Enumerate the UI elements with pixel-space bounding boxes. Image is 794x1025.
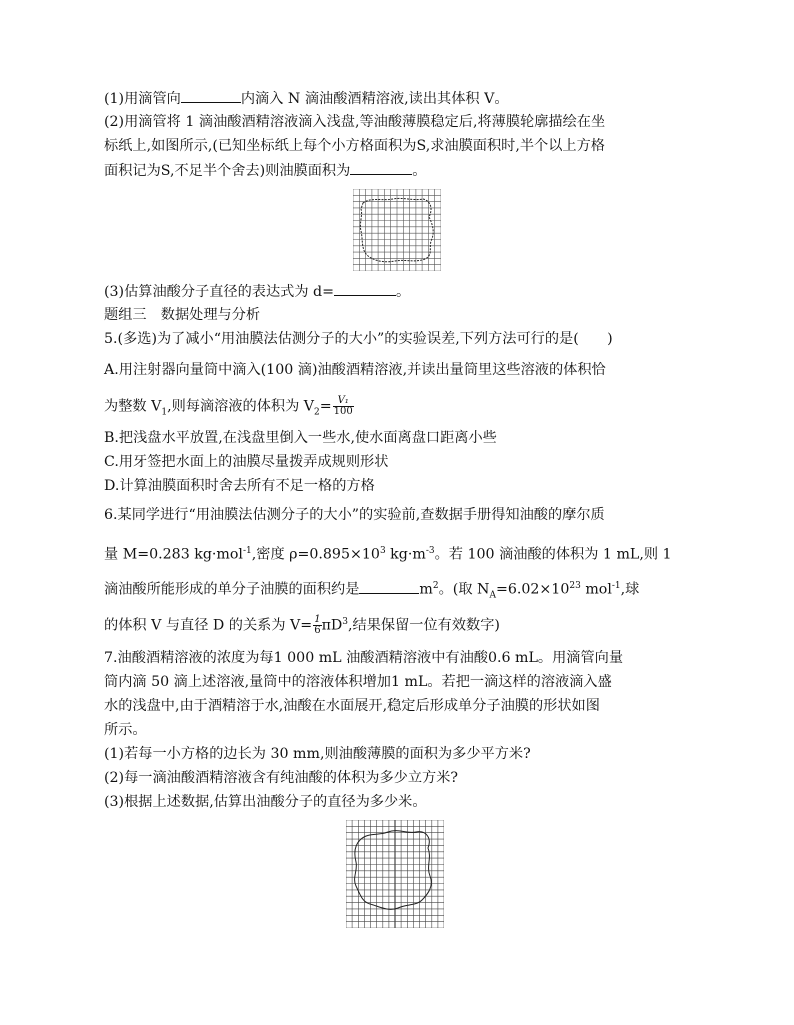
q4-part2-text-a: 面积记为S,不足半个舍去)则油膜面积为 (104, 163, 351, 179)
q6-l3-text-d: =6.02×10 (495, 581, 570, 598)
answer-blank[interactable] (334, 281, 396, 296)
q6-line3 (104, 576, 639, 606)
superscript: -1 (242, 546, 252, 556)
q6-l3-text-b: m (419, 581, 433, 598)
q5-option-d: D.计算油膜面积时舍去所有不足一格的方格 (104, 478, 375, 494)
q4-part1-text-a: (1)用滴管向 (104, 91, 181, 107)
fraction (313, 615, 321, 636)
q7-line2: 筒内滴 50 滴上述溶液,量筒中的溶液体积增加1 mL。若把一滴这样的溶液滴入盛 (104, 674, 612, 690)
q5-option-b: B.把浅盘水平放置,在浅盘里倒入一些水,使水面离盘口距离小些 (104, 430, 497, 446)
q5-option-a-line2 (104, 396, 354, 422)
q7-line4: 所示。 (104, 722, 147, 738)
q5-stem: 5.(多选)为了减小“用油膜法估测分子的大小”的实验误差,下列方法可行的是( ) (104, 331, 613, 347)
q6-line4 (104, 612, 500, 636)
fraction (333, 396, 354, 417)
q7-sub2: (2)每一滴油酸酒精溶液含有纯油酸的体积为多少立方米? (104, 770, 459, 786)
superscript: -1 (611, 581, 621, 591)
q7-sub3: (3)根据上述数据,估算出油酸分子的直径为多少米。 (104, 794, 427, 810)
q6-l3-text-c: 。(取 N (438, 581, 490, 598)
q6-l2-text-c: kg·m (385, 546, 426, 563)
q6-l3-text-a: 滴油酸所能形成的单分子油膜的面积约是 (104, 581, 360, 598)
fraction-denominator: 100 (333, 406, 353, 417)
q4-part2-line1: (2)用滴管将 1 滴油酸酒精溶液滴入浅盘,等油酸薄膜稳定后,将薄膜轮廓描绘在坐 (104, 114, 606, 130)
answer-blank[interactable] (181, 88, 241, 103)
q6-l2-text-a: 量 M=0.283 kg·mol (104, 546, 243, 563)
oil-film-grid-figure-2 (346, 820, 444, 928)
q7-line3: 水的浅盘中,由于酒精溶于水,油酸在水面展开,稳定后形成单分子油膜的形状如图 (104, 698, 600, 714)
q4-part3-text-a: (3)估算油酸分子直径的表达式为 d= (104, 284, 335, 300)
answer-blank[interactable] (350, 160, 412, 175)
q4-part2-line2: 标纸上,如图所示,(已知坐标纸上每个小方格面积为S,求油膜面积时,半个以上方格 (104, 138, 605, 154)
q4-part2-text-b: 。 (412, 163, 427, 179)
q4-part3 (104, 281, 410, 302)
subscript: A (489, 590, 496, 601)
q5-a-text-3: = (319, 398, 332, 415)
q5-a-text-2: ,则每滴溶液的体积为 V (167, 398, 315, 415)
section-heading: 题组三 数据处理与分析 (104, 307, 261, 323)
answer-blank[interactable] (359, 579, 419, 594)
q6-l3-text-e: mol (580, 581, 612, 598)
superscript: -3 (425, 546, 435, 556)
superscript: 3 (379, 546, 386, 556)
q4-part1-text-b: 内滴入 N 滴油酸酒精溶液,读出其体积 V。 (240, 91, 509, 107)
superscript: 23 (569, 581, 581, 591)
q6-line2 (104, 541, 672, 565)
subscript: 2 (314, 407, 320, 418)
fraction-numerator: 1 (314, 614, 321, 626)
q4-part3-text-b: 。 (396, 284, 411, 300)
q6-l4-text-a: 的体积 V 与直径 D 的关系为 V= (104, 617, 313, 634)
q6-l4-text-c: ,结果保留一位有效数字) (348, 617, 500, 634)
q4-part2-line3 (104, 160, 426, 181)
q7-line1: 7.油酸酒精溶液的浓度为每1 000 mL 油酸酒精溶液中有油酸0.6 mL。用滴管向量 (104, 650, 624, 666)
superscript: 3 (342, 617, 348, 627)
q6-line1: 6.某同学进行“用油膜法估测分子的大小”的实验前,查数据手册得知油酸的摩尔质 (104, 507, 605, 523)
q5-a-text-1: 为整数 V (104, 398, 162, 415)
subscript: 1 (161, 407, 168, 418)
fraction-numerator: V₁ (333, 396, 354, 407)
q5-option-a-line1: A.用注射器向量筒中滴入(100 滴)油酸酒精溶液,并读出量筒里这些溶液的体积恰 (104, 362, 606, 378)
q6-l2-text-d: 。若 100 滴油酸的体积为 1 mL,则 1 (434, 546, 672, 563)
q6-l3-text-f: ,球 (620, 581, 640, 598)
q7-sub1: (1)若每一小方格的边长为 30 mm,则油酸薄膜的面积为多少平方米? (104, 746, 531, 762)
q4-part1 (104, 88, 509, 109)
superscript: 2 (432, 581, 439, 591)
q6-l4-text-b: πD (321, 617, 343, 634)
q5-option-c: C.用牙签把水面上的油膜尽量拨弄成规则形状 (104, 454, 389, 470)
fraction-denominator: 6 (314, 625, 321, 637)
oil-film-grid-figure-1 (353, 189, 441, 271)
q6-l2-text-b: ,密度 ρ=0.895×10 (251, 546, 380, 563)
